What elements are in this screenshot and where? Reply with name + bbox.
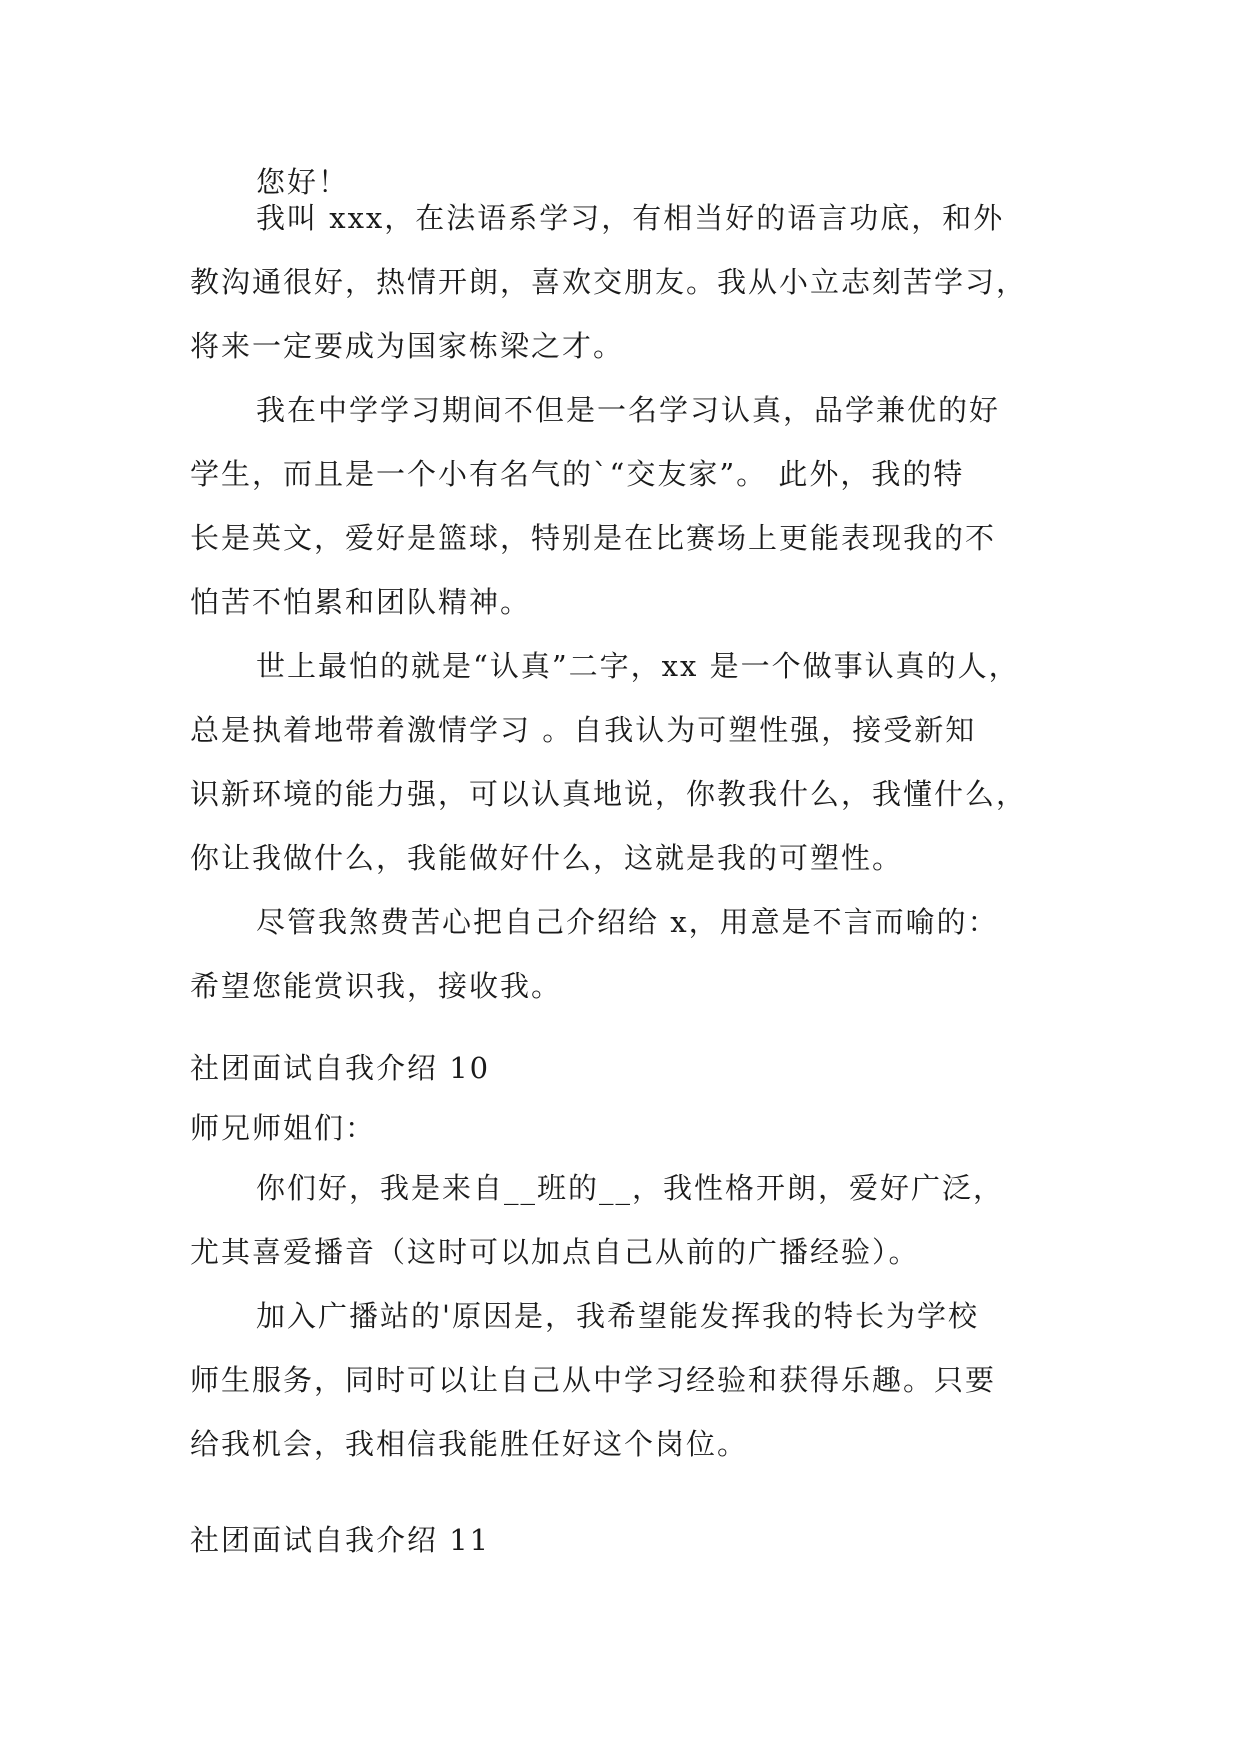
- section-11-heading: [190, 1508, 1060, 1572]
- text-line: 你让我做什么，我能做好什么，这就是我的可塑性。: [190, 841, 904, 875]
- letter1-paragraph-4: [190, 890, 1060, 1018]
- text-line: 长是英文，爱好是篮球，特别是在比赛场上更能表现我的不: [190, 521, 997, 555]
- heading-text: 社团面试自我介绍 10: [190, 1051, 491, 1085]
- text-line: 怕苦不怕累和团队精神。: [190, 585, 532, 619]
- text-line: 我叫 xxx，在法语系学习，有相当好的语言功底，和外: [256, 201, 1005, 235]
- section-10-heading: [190, 1036, 1060, 1100]
- text-line: 世上最怕的就是“认真”二字，xx 是一个做事认真的人，: [256, 649, 1020, 683]
- text-line: 尤其喜爱播音（这时可以加点自己从前的广播经验）。: [190, 1235, 920, 1269]
- text-line: 加入广播站的'原因是，我希望能发挥我的特长为学校: [256, 1299, 979, 1333]
- section-10-paragraph-2: [190, 1284, 1060, 1476]
- section-10-paragraph-1: [190, 1156, 1060, 1284]
- text-line: 希望您能赏识我，接收我。: [190, 969, 563, 1003]
- letter1-paragraph-2: [190, 378, 1060, 634]
- section-10-salutation: [190, 1096, 1060, 1160]
- heading-text: 社团面试自我介绍 11: [190, 1523, 491, 1557]
- text-line: 学生，而且是一个小有名气的`“交友家”。 此外，我的特: [190, 457, 965, 491]
- text-line: 你们好，我是来自__班的__，我性格开朗，爱好广泛，: [256, 1171, 1005, 1205]
- text-line: 给我机会，我相信我能胜任好这个岗位。: [190, 1427, 749, 1461]
- letter1-paragraph-3: [190, 634, 1060, 890]
- letter1-paragraph-1: [190, 186, 1060, 378]
- text-line: 将来一定要成为国家栋梁之才。: [190, 329, 625, 363]
- text-line: 识新环境的能力强，可以认真地说，你教我什么，我懂什么，: [190, 777, 1028, 811]
- text-line: 教沟通很好，热情开朗，喜欢交朋友。我从小立志刻苦学习，: [190, 265, 1028, 299]
- greeting-line: 您好！: [256, 165, 350, 199]
- salutation-text: 师兄师姐们：: [190, 1111, 377, 1145]
- text-line: 总是执着地带着激情学习 。自我认为可塑性强，接受新知: [190, 713, 977, 747]
- text-line: 尽管我煞费苦心把自己介绍给 x，用意是不言而喻的：: [256, 905, 999, 939]
- text-line: 师生服务，同时可以让自己从中学习经验和获得乐趣。只要: [190, 1363, 997, 1397]
- text-line: 我在中学学习期间不但是一名学习认真，品学兼优的好: [256, 393, 1001, 427]
